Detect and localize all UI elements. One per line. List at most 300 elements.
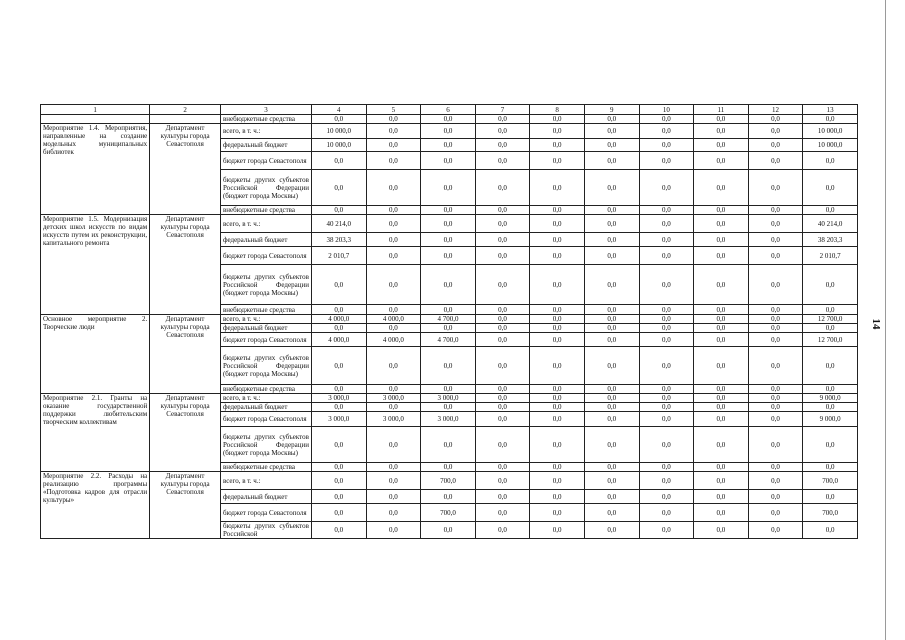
- amount-cell: 0,0: [421, 347, 476, 385]
- amount-cell: 0,0: [748, 347, 803, 385]
- amount-cell: 0,0: [530, 385, 585, 394]
- amount-cell: 0,0: [421, 305, 476, 315]
- amount-cell: 0,0: [584, 215, 639, 233]
- funding-source-cell: бюджет города Севастополя: [220, 504, 311, 522]
- amount-cell: 0,0: [421, 427, 476, 463]
- amount-cell: 0,0: [584, 170, 639, 206]
- amount-cell: 0,0: [584, 522, 639, 539]
- amount-cell: 700,0: [421, 504, 476, 522]
- amount-cell: 0,0: [639, 394, 694, 403]
- funding-source-cell: федеральный бюджет: [220, 403, 311, 412]
- table-row: [41, 215, 858, 233]
- amount-cell: 0,0: [639, 152, 694, 170]
- amount-cell: 3 000,0: [366, 394, 421, 403]
- amount-cell: 0,0: [366, 305, 421, 315]
- amount-cell: 0,0: [530, 504, 585, 522]
- amount-cell: 0,0: [421, 139, 476, 152]
- amount-cell: 0,0: [530, 347, 585, 385]
- amount-cell: 0,0: [311, 427, 366, 463]
- amount-cell: 0,0: [366, 472, 421, 490]
- amount-cell: 10 000,0: [803, 124, 858, 139]
- amount-cell: 0,0: [584, 347, 639, 385]
- amount-cell: 0,0: [421, 124, 476, 139]
- amount-cell: 0,0: [694, 139, 749, 152]
- amount-cell: 0,0: [639, 472, 694, 490]
- empty-cell: [150, 115, 221, 124]
- amount-cell: 0,0: [530, 247, 585, 265]
- amount-cell: 0,0: [584, 403, 639, 412]
- amount-cell: 0,0: [584, 247, 639, 265]
- amount-cell: 0,0: [530, 324, 585, 333]
- funding-source-cell: всего, в т. ч.:: [220, 215, 311, 233]
- amount-cell: 0,0: [366, 152, 421, 170]
- amount-cell: 4 000,0: [366, 315, 421, 324]
- amount-cell: 0,0: [311, 152, 366, 170]
- amount-cell: 0,0: [639, 522, 694, 539]
- amount-cell: 0,0: [748, 170, 803, 206]
- amount-cell: 0,0: [530, 115, 585, 124]
- funding-source-cell: внебюджетные средства: [220, 305, 311, 315]
- amount-cell: 0,0: [475, 152, 530, 170]
- amount-cell: 0,0: [748, 412, 803, 427]
- amount-cell: 0,0: [311, 385, 366, 394]
- amount-cell: 3 000,0: [311, 394, 366, 403]
- amount-cell: 0,0: [421, 490, 476, 504]
- amount-cell: 0,0: [694, 463, 749, 472]
- amount-cell: 0,0: [475, 347, 530, 385]
- amount-cell: 0,0: [748, 206, 803, 215]
- amount-cell: 0,0: [694, 347, 749, 385]
- column-number-cell: 4: [311, 105, 366, 115]
- funding-source-cell: бюджеты других субъектов Российской Федерации (бюджет города Москвы): [220, 347, 311, 385]
- amount-cell: 0,0: [530, 427, 585, 463]
- amount-cell: 0,0: [475, 247, 530, 265]
- amount-cell: 0,0: [366, 522, 421, 539]
- amount-cell: 0,0: [311, 265, 366, 305]
- amount-cell: 0,0: [584, 504, 639, 522]
- amount-cell: 0,0: [694, 324, 749, 333]
- amount-cell: 0,0: [748, 247, 803, 265]
- amount-cell: 0,0: [530, 490, 585, 504]
- amount-cell: 0,0: [694, 315, 749, 324]
- amount-cell: 0,0: [639, 412, 694, 427]
- amount-cell: 0,0: [639, 385, 694, 394]
- amount-cell: 40 214,0: [803, 215, 858, 233]
- amount-cell: 0,0: [311, 463, 366, 472]
- amount-cell: 0,0: [803, 115, 858, 124]
- amount-cell: 12 700,0: [803, 315, 858, 324]
- amount-cell: 0,0: [748, 333, 803, 347]
- amount-cell: 0,0: [584, 333, 639, 347]
- funding-source-cell: внебюджетные средства: [220, 206, 311, 215]
- amount-cell: 0,0: [530, 412, 585, 427]
- amount-cell: 0,0: [421, 152, 476, 170]
- amount-cell: 0,0: [584, 394, 639, 403]
- amount-cell: 10 000,0: [311, 139, 366, 152]
- amount-cell: 0,0: [748, 265, 803, 305]
- amount-cell: 0,0: [803, 170, 858, 206]
- amount-cell: 0,0: [311, 115, 366, 124]
- amount-cell: 0,0: [748, 233, 803, 247]
- amount-cell: 0,0: [584, 265, 639, 305]
- page-number: 14: [870, 318, 882, 330]
- amount-cell: 4 700,0: [421, 315, 476, 324]
- amount-cell: 0,0: [584, 152, 639, 170]
- amount-cell: 0,0: [366, 139, 421, 152]
- amount-cell: 0,0: [475, 472, 530, 490]
- amount-cell: 700,0: [803, 472, 858, 490]
- amount-cell: 0,0: [421, 522, 476, 539]
- responsible-executor-cell: Департамент культуры города Севастополя: [150, 315, 221, 394]
- amount-cell: 700,0: [803, 504, 858, 522]
- amount-cell: 0,0: [311, 347, 366, 385]
- amount-cell: 0,0: [584, 305, 639, 315]
- responsible-executor-cell: Департамент культуры города Севастополя: [150, 124, 221, 215]
- amount-cell: 0,0: [475, 522, 530, 539]
- column-number-cell: 9: [584, 105, 639, 115]
- funding-source-cell: всего, в т. ч.:: [220, 315, 311, 324]
- amount-cell: 12 700,0: [803, 333, 858, 347]
- amount-cell: 0,0: [639, 233, 694, 247]
- amount-cell: 0,0: [530, 206, 585, 215]
- amount-cell: 0,0: [639, 333, 694, 347]
- funding-source-cell: бюджет города Севастополя: [220, 412, 311, 427]
- funding-source-cell: федеральный бюджет: [220, 233, 311, 247]
- amount-cell: 0,0: [530, 305, 585, 315]
- amount-cell: 0,0: [748, 115, 803, 124]
- funding-source-cell: федеральный бюджет: [220, 490, 311, 504]
- amount-cell: 0,0: [530, 265, 585, 305]
- funding-source-cell: бюджет города Севастополя: [220, 152, 311, 170]
- amount-cell: 0,0: [366, 463, 421, 472]
- amount-cell: 0,0: [694, 305, 749, 315]
- amount-cell: 0,0: [530, 472, 585, 490]
- amount-cell: 0,0: [639, 215, 694, 233]
- amount-cell: 0,0: [694, 233, 749, 247]
- amount-cell: 0,0: [311, 324, 366, 333]
- amount-cell: 0,0: [475, 394, 530, 403]
- amount-cell: 0,0: [475, 233, 530, 247]
- responsible-executor-cell: Департамент культуры города Севастополя: [150, 472, 221, 539]
- amount-cell: 0,0: [584, 315, 639, 324]
- amount-cell: 0,0: [694, 412, 749, 427]
- funding-source-cell: бюджеты других субъектов Российской: [220, 522, 311, 539]
- amount-cell: 0,0: [748, 522, 803, 539]
- amount-cell: 0,0: [421, 463, 476, 472]
- amount-cell: 0,0: [584, 463, 639, 472]
- amount-cell: 0,0: [475, 215, 530, 233]
- activity-name-cell: Мероприятие 2.1. Гранты на оказание государственной поддержки любительским творческим коллективам: [41, 394, 150, 472]
- amount-cell: 0,0: [366, 265, 421, 305]
- funding-source-cell: бюджеты других субъектов Российской Федерации (бюджет города Москвы): [220, 427, 311, 463]
- amount-cell: 0,0: [366, 403, 421, 412]
- amount-cell: 0,0: [748, 463, 803, 472]
- amount-cell: 0,0: [748, 394, 803, 403]
- amount-cell: 0,0: [803, 324, 858, 333]
- amount-cell: 0,0: [311, 504, 366, 522]
- amount-cell: 0,0: [748, 385, 803, 394]
- column-number-cell: 11: [694, 105, 749, 115]
- amount-cell: 0,0: [694, 394, 749, 403]
- amount-cell: 0,0: [639, 265, 694, 305]
- funding-source-cell: федеральный бюджет: [220, 139, 311, 152]
- table-row: [41, 472, 858, 490]
- funding-source-cell: федеральный бюджет: [220, 324, 311, 333]
- amount-cell: 0,0: [421, 265, 476, 305]
- table-body: [41, 105, 858, 539]
- amount-cell: 0,0: [584, 385, 639, 394]
- column-number-cell: 5: [366, 105, 421, 115]
- amount-cell: 0,0: [748, 427, 803, 463]
- amount-cell: 0,0: [311, 206, 366, 215]
- amount-cell: 3 000,0: [311, 412, 366, 427]
- amount-cell: 4 000,0: [311, 333, 366, 347]
- amount-cell: 0,0: [475, 412, 530, 427]
- amount-cell: 0,0: [803, 522, 858, 539]
- amount-cell: 0,0: [803, 206, 858, 215]
- amount-cell: 0,0: [639, 124, 694, 139]
- amount-cell: 0,0: [311, 170, 366, 206]
- amount-cell: 0,0: [421, 115, 476, 124]
- amount-cell: 0,0: [584, 472, 639, 490]
- amount-cell: 0,0: [803, 463, 858, 472]
- amount-cell: 3 000,0: [421, 394, 476, 403]
- amount-cell: 0,0: [421, 233, 476, 247]
- funding-source-cell: всего, в т. ч.:: [220, 394, 311, 403]
- amount-cell: 0,0: [530, 152, 585, 170]
- amount-cell: 0,0: [366, 124, 421, 139]
- column-number-cell: 12: [748, 105, 803, 115]
- amount-cell: 0,0: [475, 490, 530, 504]
- amount-cell: 0,0: [584, 124, 639, 139]
- amount-cell: 0,0: [748, 152, 803, 170]
- amount-cell: 0,0: [421, 215, 476, 233]
- amount-cell: 0,0: [584, 427, 639, 463]
- amount-cell: 0,0: [639, 206, 694, 215]
- responsible-executor-cell: Департамент культуры города Севастополя: [150, 394, 221, 472]
- funding-source-cell: внебюджетные средства: [220, 115, 311, 124]
- column-number-cell: 6: [421, 105, 476, 115]
- amount-cell: 0,0: [475, 206, 530, 215]
- funding-source-cell: всего, в т. ч.:: [220, 472, 311, 490]
- amount-cell: 0,0: [366, 215, 421, 233]
- amount-cell: 0,0: [748, 215, 803, 233]
- amount-cell: 0,0: [530, 403, 585, 412]
- amount-cell: 3 000,0: [421, 412, 476, 427]
- amount-cell: 0,0: [475, 124, 530, 139]
- amount-cell: 0,0: [639, 305, 694, 315]
- amount-cell: 4 000,0: [311, 315, 366, 324]
- amount-cell: 0,0: [366, 385, 421, 394]
- activity-name-cell: Мероприятие 1.4. Мероприятия, направленные на создание модельных муниципальных библиотек: [41, 124, 150, 215]
- amount-cell: 0,0: [421, 385, 476, 394]
- amount-cell: 0,0: [311, 305, 366, 315]
- responsible-executor-cell: Департамент культуры города Севастополя: [150, 215, 221, 315]
- amount-cell: 0,0: [311, 403, 366, 412]
- amount-cell: 0,0: [421, 206, 476, 215]
- amount-cell: 0,0: [530, 124, 585, 139]
- amount-cell: 0,0: [530, 139, 585, 152]
- amount-cell: 0,0: [584, 206, 639, 215]
- activity-name-cell: Основное мероприятие 2. Творческие люди: [41, 315, 150, 394]
- amount-cell: 0,0: [366, 170, 421, 206]
- amount-cell: 2 010,7: [311, 247, 366, 265]
- activity-name-cell: Мероприятие 1.5. Модернизация детских школ искусств по видам искусств путем их реконструкции, капитального ремонта: [41, 215, 150, 315]
- amount-cell: 0,0: [584, 139, 639, 152]
- amount-cell: 0,0: [366, 324, 421, 333]
- amount-cell: 0,0: [748, 490, 803, 504]
- amount-cell: 0,0: [475, 463, 530, 472]
- amount-cell: 0,0: [748, 403, 803, 412]
- funding-source-cell: внебюджетные средства: [220, 385, 311, 394]
- amount-cell: 0,0: [748, 139, 803, 152]
- amount-cell: 0,0: [803, 490, 858, 504]
- amount-cell: 0,0: [748, 124, 803, 139]
- funding-source-cell: всего, в т. ч.:: [220, 124, 311, 139]
- amount-cell: 0,0: [694, 215, 749, 233]
- amount-cell: 0,0: [694, 490, 749, 504]
- amount-cell: 0,0: [475, 403, 530, 412]
- amount-cell: 0,0: [639, 247, 694, 265]
- amount-cell: 9 000,0: [803, 394, 858, 403]
- amount-cell: 0,0: [530, 394, 585, 403]
- amount-cell: 0,0: [639, 315, 694, 324]
- amount-cell: 38 203,3: [311, 233, 366, 247]
- amount-cell: 0,0: [748, 305, 803, 315]
- amount-cell: 0,0: [530, 315, 585, 324]
- amount-cell: 0,0: [475, 315, 530, 324]
- amount-cell: 0,0: [530, 522, 585, 539]
- amount-cell: 0,0: [748, 504, 803, 522]
- funding-source-cell: бюджеты других субъектов Российской Федерации (бюджет города Москвы): [220, 170, 311, 206]
- amount-cell: 0,0: [421, 324, 476, 333]
- amount-cell: 0,0: [803, 305, 858, 315]
- amount-cell: 0,0: [475, 427, 530, 463]
- amount-cell: 0,0: [694, 152, 749, 170]
- amount-cell: 0,0: [803, 427, 858, 463]
- budget-table: [40, 104, 858, 539]
- funding-source-cell: внебюджетные средства: [220, 463, 311, 472]
- column-number-cell: 8: [530, 105, 585, 115]
- amount-cell: 0,0: [694, 427, 749, 463]
- amount-cell: 0,0: [475, 385, 530, 394]
- amount-cell: 0,0: [694, 504, 749, 522]
- column-number-cell: 13: [803, 105, 858, 115]
- amount-cell: 0,0: [748, 324, 803, 333]
- amount-cell: 0,0: [748, 315, 803, 324]
- amount-cell: 0,0: [584, 324, 639, 333]
- amount-cell: 0,0: [694, 206, 749, 215]
- table-header-row: [41, 105, 858, 115]
- amount-cell: 0,0: [421, 170, 476, 206]
- amount-cell: 0,0: [530, 463, 585, 472]
- amount-cell: 38 203,3: [803, 233, 858, 247]
- amount-cell: 0,0: [366, 247, 421, 265]
- amount-cell: 0,0: [421, 247, 476, 265]
- amount-cell: 0,0: [366, 504, 421, 522]
- amount-cell: 0,0: [584, 412, 639, 427]
- amount-cell: 0,0: [311, 472, 366, 490]
- amount-cell: 0,0: [584, 233, 639, 247]
- amount-cell: 0,0: [639, 403, 694, 412]
- amount-cell: 0,0: [639, 463, 694, 472]
- amount-cell: 0,0: [530, 233, 585, 247]
- amount-cell: 0,0: [584, 490, 639, 504]
- amount-cell: 0,0: [748, 472, 803, 490]
- amount-cell: 0,0: [366, 233, 421, 247]
- column-number-cell: 7: [475, 105, 530, 115]
- amount-cell: 10 000,0: [803, 139, 858, 152]
- amount-cell: 0,0: [639, 324, 694, 333]
- amount-cell: 4 700,0: [421, 333, 476, 347]
- amount-cell: 0,0: [475, 115, 530, 124]
- amount-cell: 0,0: [475, 265, 530, 305]
- funding-source-cell: бюджет города Севастополя: [220, 333, 311, 347]
- amount-cell: 0,0: [639, 504, 694, 522]
- amount-cell: 0,0: [366, 115, 421, 124]
- table-row: [41, 315, 858, 324]
- amount-cell: 10 000,0: [311, 124, 366, 139]
- amount-cell: 0,0: [366, 206, 421, 215]
- funding-source-cell: бюджет города Севастополя: [220, 247, 311, 265]
- amount-cell: 3 000,0: [366, 412, 421, 427]
- amount-cell: 0,0: [639, 139, 694, 152]
- amount-cell: 9 000,0: [803, 412, 858, 427]
- amount-cell: 700,0: [421, 472, 476, 490]
- column-number-cell: 3: [220, 105, 311, 115]
- amount-cell: 0,0: [475, 333, 530, 347]
- amount-cell: 0,0: [694, 333, 749, 347]
- amount-cell: 0,0: [803, 347, 858, 385]
- amount-cell: 0,0: [694, 265, 749, 305]
- amount-cell: 0,0: [694, 403, 749, 412]
- column-number-cell: 2: [150, 105, 221, 115]
- amount-cell: 0,0: [584, 115, 639, 124]
- amount-cell: 0,0: [803, 265, 858, 305]
- amount-cell: 0,0: [694, 472, 749, 490]
- amount-cell: 0,0: [475, 305, 530, 315]
- amount-cell: 0,0: [639, 347, 694, 385]
- amount-cell: 0,0: [366, 347, 421, 385]
- amount-cell: 0,0: [475, 170, 530, 206]
- funding-source-cell: бюджеты других субъектов Российской Федерации (бюджет города Москвы): [220, 265, 311, 305]
- amount-cell: 0,0: [639, 115, 694, 124]
- amount-cell: 0,0: [694, 124, 749, 139]
- amount-cell: 0,0: [803, 385, 858, 394]
- table-row: [41, 394, 858, 403]
- amount-cell: 4 000,0: [366, 333, 421, 347]
- amount-cell: 0,0: [366, 490, 421, 504]
- amount-cell: 2 010,7: [803, 247, 858, 265]
- table-row: [41, 124, 858, 139]
- amount-cell: 0,0: [311, 522, 366, 539]
- column-number-cell: 1: [41, 105, 150, 115]
- amount-cell: 0,0: [530, 215, 585, 233]
- amount-cell: 0,0: [475, 324, 530, 333]
- amount-cell: 0,0: [311, 490, 366, 504]
- table-row: [41, 115, 858, 124]
- amount-cell: 0,0: [694, 115, 749, 124]
- amount-cell: 0,0: [803, 403, 858, 412]
- column-number-cell: 10: [639, 105, 694, 115]
- amount-cell: 40 214,0: [311, 215, 366, 233]
- activity-name-cell: Мероприятие 2.2. Расходы на реализацию программы «Подготовка кадров для отрасли культуры»: [41, 472, 150, 539]
- amount-cell: 0,0: [421, 403, 476, 412]
- amount-cell: 0,0: [530, 170, 585, 206]
- empty-cell: [41, 115, 150, 124]
- amount-cell: 0,0: [530, 333, 585, 347]
- amount-cell: 0,0: [694, 385, 749, 394]
